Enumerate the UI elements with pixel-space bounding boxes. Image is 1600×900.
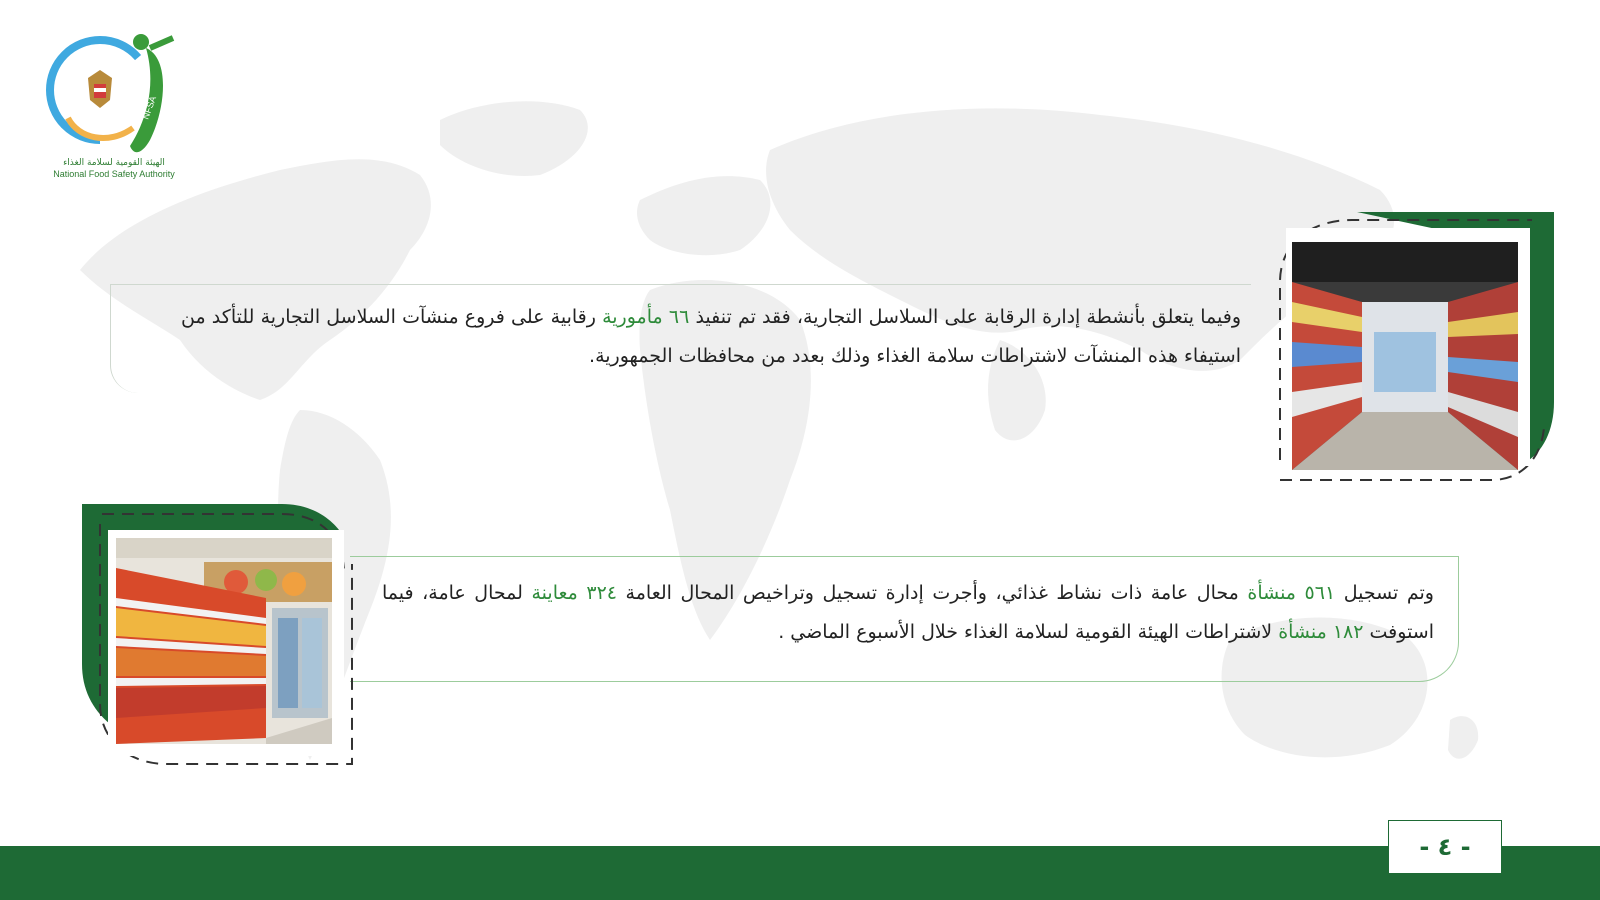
footer-bar: [0, 846, 1600, 900]
section1-text-after: رقابية على فروع منشآت السلاسل التجارية للتأكد من استيفاء هذه المنشآت لاشتراطات سلامة الغذاء وذلك بعدد من محافظات الجمهورية.: [181, 306, 1241, 367]
section2-text-panel: [350, 556, 1459, 682]
grocery-shelves-icon: [116, 538, 332, 744]
section1-text-before: وفيما يتعلق بأنشطة إدارة الرقابة على السلاسل التجارية، فقد تم تنفيذ: [689, 306, 1241, 328]
section1-text-panel: [110, 284, 1251, 393]
eagle-emblem-icon: [88, 70, 112, 108]
logo-arabic-text: الهيئة القومية لسلامة الغذاء: [63, 158, 165, 168]
supermarket-aisle-icon: [1292, 242, 1518, 470]
section2-registered-count: ٥٦١ منشأة: [1247, 582, 1336, 604]
page-number-box: [1388, 820, 1502, 874]
section2-inspections-count: ٣٢٤ معاينة: [531, 582, 617, 604]
page-number: - ٤ -: [1419, 833, 1471, 861]
section2-text-d: لاشتراطات الهيئة القومية لسلامة الغذاء خلال الأسبوع الماضي .: [778, 621, 1279, 643]
logo-badge: NFSA: [140, 94, 159, 121]
section2-text-b: محال عامة ذات نشاط غذائي، وأجرت إدارة تسجيل وتراخيص المحال العامة: [617, 582, 1248, 604]
logo-english-text: National Food Safety Authority: [53, 169, 175, 179]
section1-paragraph: [181, 298, 1241, 376]
section1-missions-count: ٦٦ مأمورية: [602, 306, 690, 328]
section2-text-c: لمحال عامة، فيما استوفت: [382, 582, 1434, 643]
section2-text-a: وتم تسجيل: [1335, 582, 1434, 604]
section2-grocery-photo: [116, 538, 332, 744]
section2-compliant-count: ١٨٢ منشأة: [1278, 621, 1364, 643]
section2-paragraph: [382, 574, 1434, 652]
section1-supermarket-photo: [1292, 242, 1518, 470]
